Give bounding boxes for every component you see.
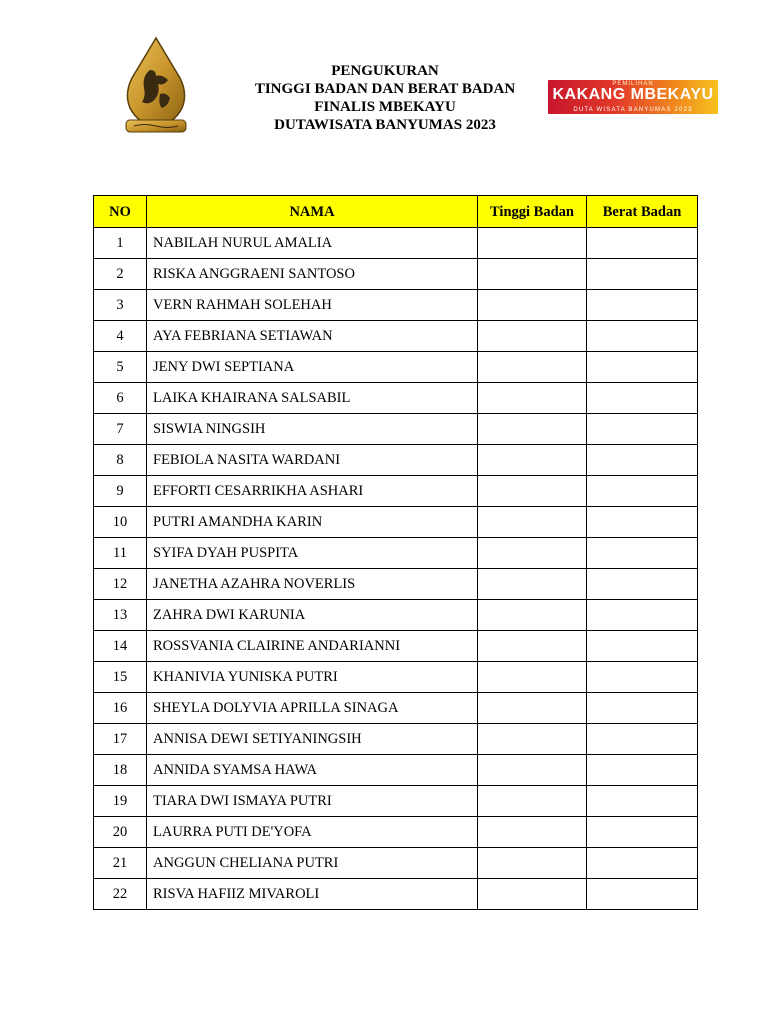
- header-line-3: FINALIS MBEKAYU: [314, 99, 456, 115]
- row-name-cell: ZAHRA DWI KARUNIA: [147, 600, 478, 631]
- row-name-cell: NABILAH NURUL AMALIA: [147, 228, 478, 259]
- column-header-tinggi-badan: Tinggi Badan: [478, 196, 587, 228]
- row-tinggi-badan-cell[interactable]: [478, 631, 587, 662]
- table-row: [94, 352, 698, 383]
- row-berat-badan-cell[interactable]: [587, 569, 698, 600]
- row-number-cell: 2: [94, 259, 147, 290]
- row-number-cell: 7: [94, 414, 147, 445]
- row-berat-badan-cell[interactable]: [587, 631, 698, 662]
- row-tinggi-badan-cell[interactable]: [478, 817, 587, 848]
- row-name-cell: PUTRI AMANDHA KARIN: [147, 507, 478, 538]
- row-berat-badan-cell[interactable]: [587, 414, 698, 445]
- row-tinggi-badan-cell[interactable]: [478, 290, 587, 321]
- table-row: [94, 507, 698, 538]
- header-line-1: PENGUKURAN: [331, 63, 439, 79]
- table-row: [94, 569, 698, 600]
- row-tinggi-badan-cell[interactable]: [478, 879, 587, 910]
- row-name-cell: EFFORTI CESARRIKHA ASHARI: [147, 476, 478, 507]
- row-tinggi-badan-cell[interactable]: [478, 321, 587, 352]
- table-row: [94, 786, 698, 817]
- row-number-cell: 14: [94, 631, 147, 662]
- row-tinggi-badan-cell[interactable]: [478, 848, 587, 879]
- row-berat-badan-cell[interactable]: [587, 538, 698, 569]
- row-tinggi-badan-cell[interactable]: [478, 507, 587, 538]
- table-body: [94, 228, 698, 910]
- row-tinggi-badan-cell[interactable]: [478, 786, 587, 817]
- row-tinggi-badan-cell[interactable]: [478, 259, 587, 290]
- row-berat-badan-cell[interactable]: [587, 383, 698, 414]
- row-number-cell: 3: [94, 290, 147, 321]
- row-berat-badan-cell[interactable]: [587, 848, 698, 879]
- column-header-no: NO: [94, 196, 147, 228]
- row-name-cell: JANETHA AZAHRA NOVERLIS: [147, 569, 478, 600]
- row-name-cell: FEBIOLA NASITA WARDANI: [147, 445, 478, 476]
- row-tinggi-badan-cell[interactable]: [478, 724, 587, 755]
- row-number-cell: 5: [94, 352, 147, 383]
- table-row: [94, 755, 698, 786]
- table-row: [94, 445, 698, 476]
- row-name-cell: KHANIVIA YUNISKA PUTRI: [147, 662, 478, 693]
- row-number-cell: 11: [94, 538, 147, 569]
- measurement-table: [93, 195, 698, 910]
- row-name-cell: SYIFA DYAH PUSPITA: [147, 538, 478, 569]
- logo-main-text: KAKANG MBEKAYU: [552, 86, 714, 103]
- document-header: [200, 62, 570, 134]
- row-name-cell: TIARA DWI ISMAYA PUTRI: [147, 786, 478, 817]
- row-name-cell: SHEYLA DOLYVIA APRILLA SINAGA: [147, 693, 478, 724]
- row-number-cell: 1: [94, 228, 147, 259]
- row-name-cell: VERN RAHMAH SOLEHAH: [147, 290, 478, 321]
- row-tinggi-badan-cell[interactable]: [478, 755, 587, 786]
- table-row: [94, 724, 698, 755]
- row-tinggi-badan-cell[interactable]: [478, 662, 587, 693]
- row-number-cell: 6: [94, 383, 147, 414]
- header-line-4: DUTAWISATA BANYUMAS 2023: [274, 117, 496, 133]
- row-berat-badan-cell[interactable]: [587, 662, 698, 693]
- table-row: [94, 662, 698, 693]
- table-row: [94, 538, 698, 569]
- row-tinggi-badan-cell[interactable]: [478, 445, 587, 476]
- header-line-2: TINGGI BADAN DAN BERAT BADAN: [254, 81, 516, 97]
- row-name-cell: LAIKA KHAIRANA SALSABIL: [147, 383, 478, 414]
- logo-small-text: PEMILIHAN: [612, 81, 654, 87]
- gunungan-logo-icon: [120, 36, 192, 138]
- table-header-row: [94, 196, 698, 228]
- row-number-cell: 9: [94, 476, 147, 507]
- table-row: [94, 693, 698, 724]
- row-berat-badan-cell[interactable]: [587, 290, 698, 321]
- row-tinggi-badan-cell[interactable]: [478, 228, 587, 259]
- row-number-cell: 18: [94, 755, 147, 786]
- table-row: [94, 290, 698, 321]
- table-row: [94, 879, 698, 910]
- row-tinggi-badan-cell[interactable]: [478, 414, 587, 445]
- row-tinggi-badan-cell[interactable]: [478, 352, 587, 383]
- row-name-cell: LAURRA PUTI DE'YOFA: [147, 817, 478, 848]
- table-row: [94, 383, 698, 414]
- row-berat-badan-cell[interactable]: [587, 755, 698, 786]
- row-number-cell: 20: [94, 817, 147, 848]
- table-row: [94, 600, 698, 631]
- row-berat-badan-cell[interactable]: [587, 879, 698, 910]
- row-tinggi-badan-cell[interactable]: [478, 600, 587, 631]
- table-row: [94, 414, 698, 445]
- row-name-cell: ANNIDA SYAMSA HAWA: [147, 755, 478, 786]
- row-tinggi-badan-cell[interactable]: [478, 693, 587, 724]
- row-berat-badan-cell[interactable]: [587, 693, 698, 724]
- row-name-cell: AYA FEBRIANA SETIAWAN: [147, 321, 478, 352]
- row-tinggi-badan-cell[interactable]: [478, 383, 587, 414]
- table-row: [94, 321, 698, 352]
- row-number-cell: 13: [94, 600, 147, 631]
- row-number-cell: 22: [94, 879, 147, 910]
- row-name-cell: SISWIA NINGSIH: [147, 414, 478, 445]
- row-name-cell: ROSSVANIA CLAIRINE ANDARIANNI: [147, 631, 478, 662]
- row-tinggi-badan-cell[interactable]: [478, 538, 587, 569]
- table-row: [94, 476, 698, 507]
- row-number-cell: 19: [94, 786, 147, 817]
- row-berat-badan-cell[interactable]: [587, 476, 698, 507]
- row-berat-badan-cell[interactable]: [587, 786, 698, 817]
- row-berat-badan-cell[interactable]: [587, 600, 698, 631]
- row-berat-badan-cell[interactable]: [587, 445, 698, 476]
- row-berat-badan-cell[interactable]: [587, 228, 698, 259]
- row-tinggi-badan-cell[interactable]: [478, 569, 587, 600]
- row-number-cell: 16: [94, 693, 147, 724]
- row-number-cell: 8: [94, 445, 147, 476]
- row-name-cell: ANGGUN CHELIANA PUTRI: [147, 848, 478, 879]
- row-number-cell: 4: [94, 321, 147, 352]
- kakang-mbekayu-logo: [548, 80, 718, 114]
- row-berat-badan-cell[interactable]: [587, 259, 698, 290]
- logo-sub-text: DUTA WISATA BANYUMAS 2023: [573, 107, 693, 113]
- row-number-cell: 21: [94, 848, 147, 879]
- row-tinggi-badan-cell[interactable]: [478, 476, 587, 507]
- row-berat-badan-cell[interactable]: [587, 724, 698, 755]
- row-number-cell: 10: [94, 507, 147, 538]
- table-row: [94, 631, 698, 662]
- row-name-cell: RISVA HAFIIZ MIVAROLI: [147, 879, 478, 910]
- column-header-berat-badan: Berat Badan: [587, 196, 698, 228]
- row-berat-badan-cell[interactable]: [587, 507, 698, 538]
- row-berat-badan-cell[interactable]: [587, 352, 698, 383]
- row-berat-badan-cell[interactable]: [587, 321, 698, 352]
- row-name-cell: JENY DWI SEPTIANA: [147, 352, 478, 383]
- column-header-nama: NAMA: [147, 196, 478, 228]
- row-number-cell: 15: [94, 662, 147, 693]
- table-row: [94, 228, 698, 259]
- row-berat-badan-cell[interactable]: [587, 817, 698, 848]
- row-name-cell: RISKA ANGGRAENI SANTOSO: [147, 259, 478, 290]
- row-number-cell: 12: [94, 569, 147, 600]
- row-number-cell: 17: [94, 724, 147, 755]
- row-name-cell: ANNISA DEWI SETIYANINGSIH: [147, 724, 478, 755]
- table-row: [94, 817, 698, 848]
- table-row: [94, 848, 698, 879]
- table-row: [94, 259, 698, 290]
